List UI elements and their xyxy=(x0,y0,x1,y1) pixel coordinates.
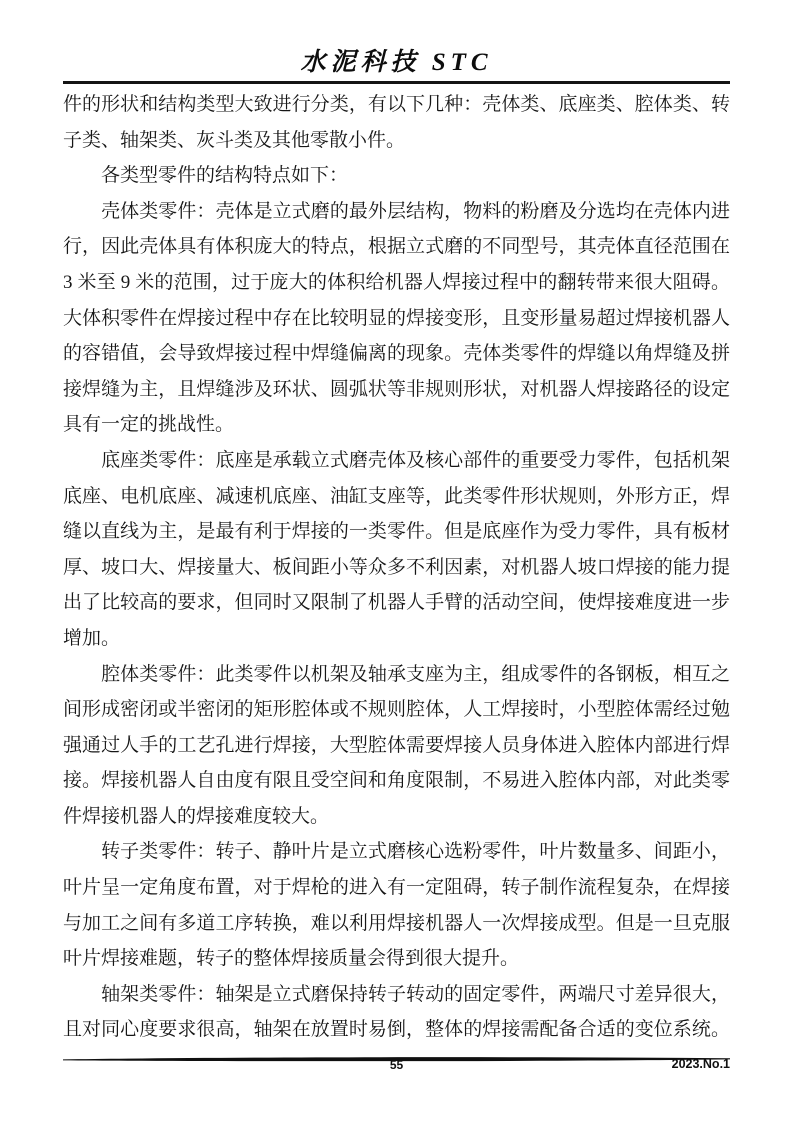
text-line: 壳体类零件：壳体是立式磨的最外层结构，物料的粉磨及分选均在壳体内进 xyxy=(63,200,730,222)
page-number: 55 xyxy=(389,1058,404,1072)
text-line: 腔体类零件：此类零件以机架及轴承支座为主，组成零件的各钢板，相互之 xyxy=(63,663,730,685)
text-line: 厚、坡口大、焊接量大、板间距小等众多不利因素，对机器人坡口焊接的能力提 xyxy=(63,556,730,578)
header-rule xyxy=(63,81,730,84)
text-line: 大体积零件在焊接过程中存在比较明显的焊接变形，且变形量易超过焊接机器人 xyxy=(63,307,730,329)
text-line: 与加工之间有多道工序转换，难以利用焊接机器人一次焊接成型。但是一旦克服 xyxy=(63,912,730,934)
text-line: 转子类零件：转子、静叶片是立式磨核心选粉零件，叶片数量多、间距小， xyxy=(63,841,730,863)
text-line: 底座、电机底座、减速机底座、油缸支座等，此类零件形状规则，外形方正，焊 xyxy=(63,485,730,507)
text-line: 的容错值，会导致焊接过程中焊缝偏离的现象。壳体类零件的焊缝以角焊缝及拼 xyxy=(63,343,730,365)
text-line: 具有一定的挑战性。 xyxy=(63,414,235,436)
text-line: 间形成密闭或半密闭的矩形腔体或不规则腔体，人工焊接时，小型腔体需经过勉 xyxy=(63,699,730,721)
text-line: 接。焊接机器人自由度有限且受空间和角度限制，不易进入腔体内部，对此类零 xyxy=(63,770,730,792)
text-line: 子类、轴架类、灰斗类及其他零散小件。 xyxy=(63,129,406,151)
text-line: 轴架类零件：轴架是立式磨保持转子转动的固定零件，两端尺寸差异很大， xyxy=(63,983,730,1005)
text-line: 叶片焊接难题，转子的整体焊接质量会得到很大提升。 xyxy=(63,948,520,970)
text-line: 接焊缝为主，且焊缝涉及环状、圆弧状等非规则形状，对机器人焊接路径的设定 xyxy=(63,378,730,400)
text-line: 各类型零件的结构特点如下： xyxy=(63,165,349,187)
body-text xyxy=(63,87,730,1048)
text-line: 底座类零件：底座是承载立式磨壳体及核心部件的重要受力零件，包括机架 xyxy=(63,449,730,471)
text-line: 叶片呈一定角度布置，对于焊枪的进入有一定阻碍，转子制作流程复杂，在焊接 xyxy=(63,877,730,899)
issue-label: 2023.No.1 xyxy=(671,1057,730,1071)
text-line: 行，因此壳体具有体积庞大的特点，根据立式磨的不同型号，其壳体直径范围在 xyxy=(63,236,730,258)
journal-title: 水泥科技 STC xyxy=(300,49,493,76)
text-line: 3 米至 9 米的范围，过于庞大的体积给机器人焊接过程中的翻转带来很大阻碍。 xyxy=(63,271,730,293)
text-line: 缝以直线为主，是最有利于焊接的一类零件。但是底座作为受力零件，具有板材 xyxy=(63,521,730,543)
footer-rule xyxy=(63,1050,730,1057)
text-line: 增加。 xyxy=(63,627,121,649)
text-line: 件焊接机器人的焊接难度较大。 xyxy=(63,805,330,827)
text-line: 且对同心度要求很高，轴架在放置时易倒，整体的焊接需配备合适的变位系统。 xyxy=(63,1019,730,1041)
text-line: 强通过人手的工艺孔进行焊接，大型腔体需要焊接人员身体进入腔体内部进行焊 xyxy=(63,734,730,756)
text-line: 件的形状和结构类型大致进行分类，有以下几种：壳体类、底座类、腔体类、转 xyxy=(63,94,730,115)
text-line: 出了比较高的要求，但同时又限制了机器人手臂的活动空间，使焊接难度进一步 xyxy=(63,592,730,614)
